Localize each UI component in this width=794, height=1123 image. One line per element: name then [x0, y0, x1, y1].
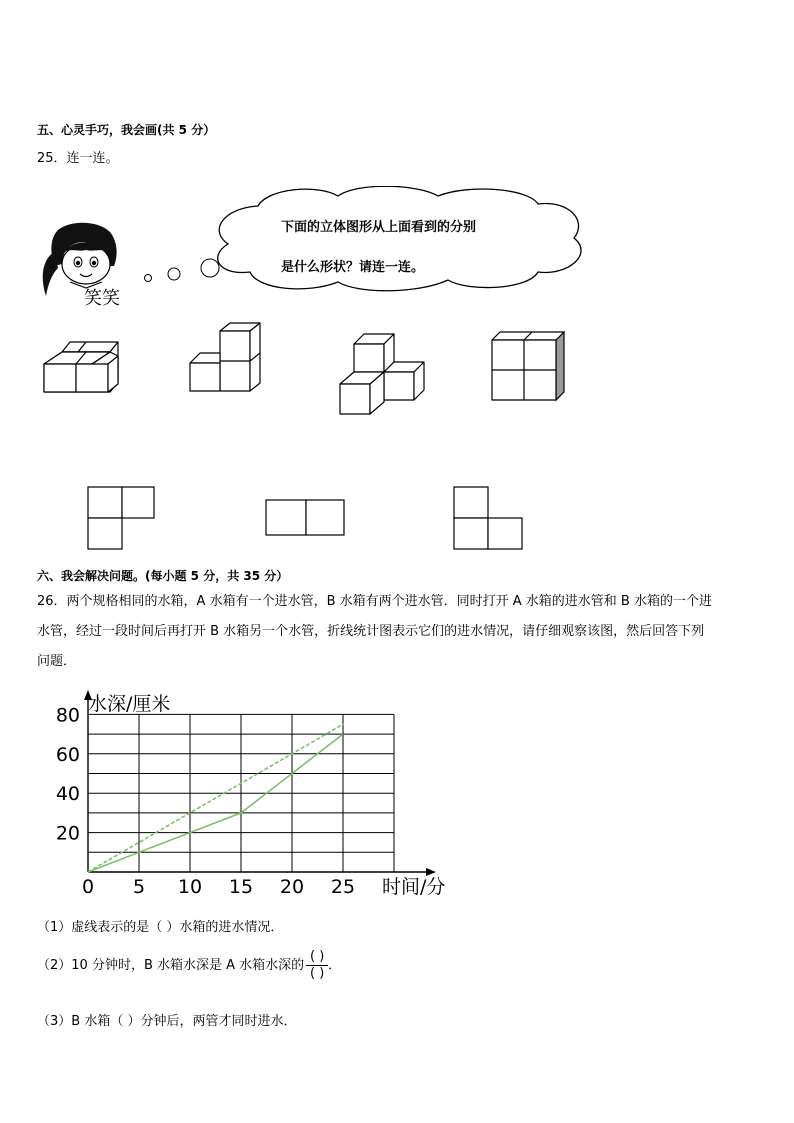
bubble-text-line-1: 下面的立体图形从上面看到的分别 — [281, 220, 477, 235]
x-tick-label: 20 — [279, 876, 305, 898]
x-tick-label: 10 — [177, 876, 203, 898]
water-depth-line-chart — [30, 686, 470, 900]
dashed-series-line — [88, 724, 343, 872]
mascot-name: 笑笑 — [84, 288, 120, 309]
y-axis-label: 水深/厘米 — [88, 693, 171, 715]
section-6-heading: 六、我会解决问题。(每小题 5 分，共 35 分） — [37, 569, 289, 583]
chart-axes — [84, 690, 436, 876]
sub-question-2-end: ． — [328, 958, 342, 973]
blank-fraction — [306, 950, 328, 981]
y-tick-label: 80 — [55, 704, 80, 727]
sub-question-3: （3）B 水箱（ ）分钟后，两管才同时进水． — [37, 1014, 297, 1029]
y-tick-label: 60 — [55, 743, 80, 766]
question-26-text — [37, 587, 767, 677]
fraction-numerator: ( ) — [310, 949, 325, 964]
solid-series-line — [88, 734, 343, 872]
question-26-line-1: 26．两个规格相同的水箱，A 水箱有一个进水管，B 水箱有两个进水管．同时打开 A 水箱的进水管和 B 水箱的一个进 — [37, 594, 712, 609]
section-5-heading: 五、心灵手巧，我会画(共 5 分） — [37, 123, 216, 137]
top-view-shape-1 — [86, 485, 158, 551]
top-view-shape-2 — [264, 498, 348, 538]
solid-figure-2 — [188, 321, 268, 396]
x-tick-label: 5 — [132, 876, 146, 898]
question-26-line-3: 问题． — [37, 654, 77, 669]
bubble-text-line-2: 是什么形状？请连一连。 — [281, 260, 425, 275]
chart-series — [88, 724, 343, 872]
y-tick-labels — [56, 704, 80, 844]
question-25-label: 25．连一连。 — [37, 151, 119, 166]
x-tick-label: 15 — [228, 876, 254, 898]
x-axis-label: 时间/分 — [382, 876, 446, 898]
x-axis-arrow — [426, 868, 436, 876]
y-tick-label: 20 — [55, 822, 80, 845]
x-tick-label: 0 — [81, 876, 95, 898]
thought-bubble — [138, 186, 588, 296]
fraction-denominator: ( ) — [310, 966, 325, 981]
top-view-shape-3 — [452, 485, 526, 551]
solid-figure-4 — [490, 330, 572, 404]
sub-question-2-text: （2）10 分钟时，B 水箱水深是 A 水箱水深的 — [37, 958, 305, 973]
sub-question-2 — [37, 950, 341, 981]
solid-figure-3 — [338, 332, 430, 418]
sub-question-1: （1）虚线表示的是（ ）水箱的进水情况． — [37, 920, 284, 935]
x-tick-labels — [82, 876, 355, 898]
question-26-line-2: 水管，经过一段时间后再打开 B 水箱另一个水管，折线统计图表示它们的进水情况，请仔细观察该图，然后回答下列 — [37, 624, 705, 639]
x-tick-label: 25 — [330, 876, 356, 898]
y-tick-label: 40 — [55, 783, 80, 806]
solid-figure-1 — [42, 338, 126, 398]
chart-grid — [88, 714, 394, 872]
